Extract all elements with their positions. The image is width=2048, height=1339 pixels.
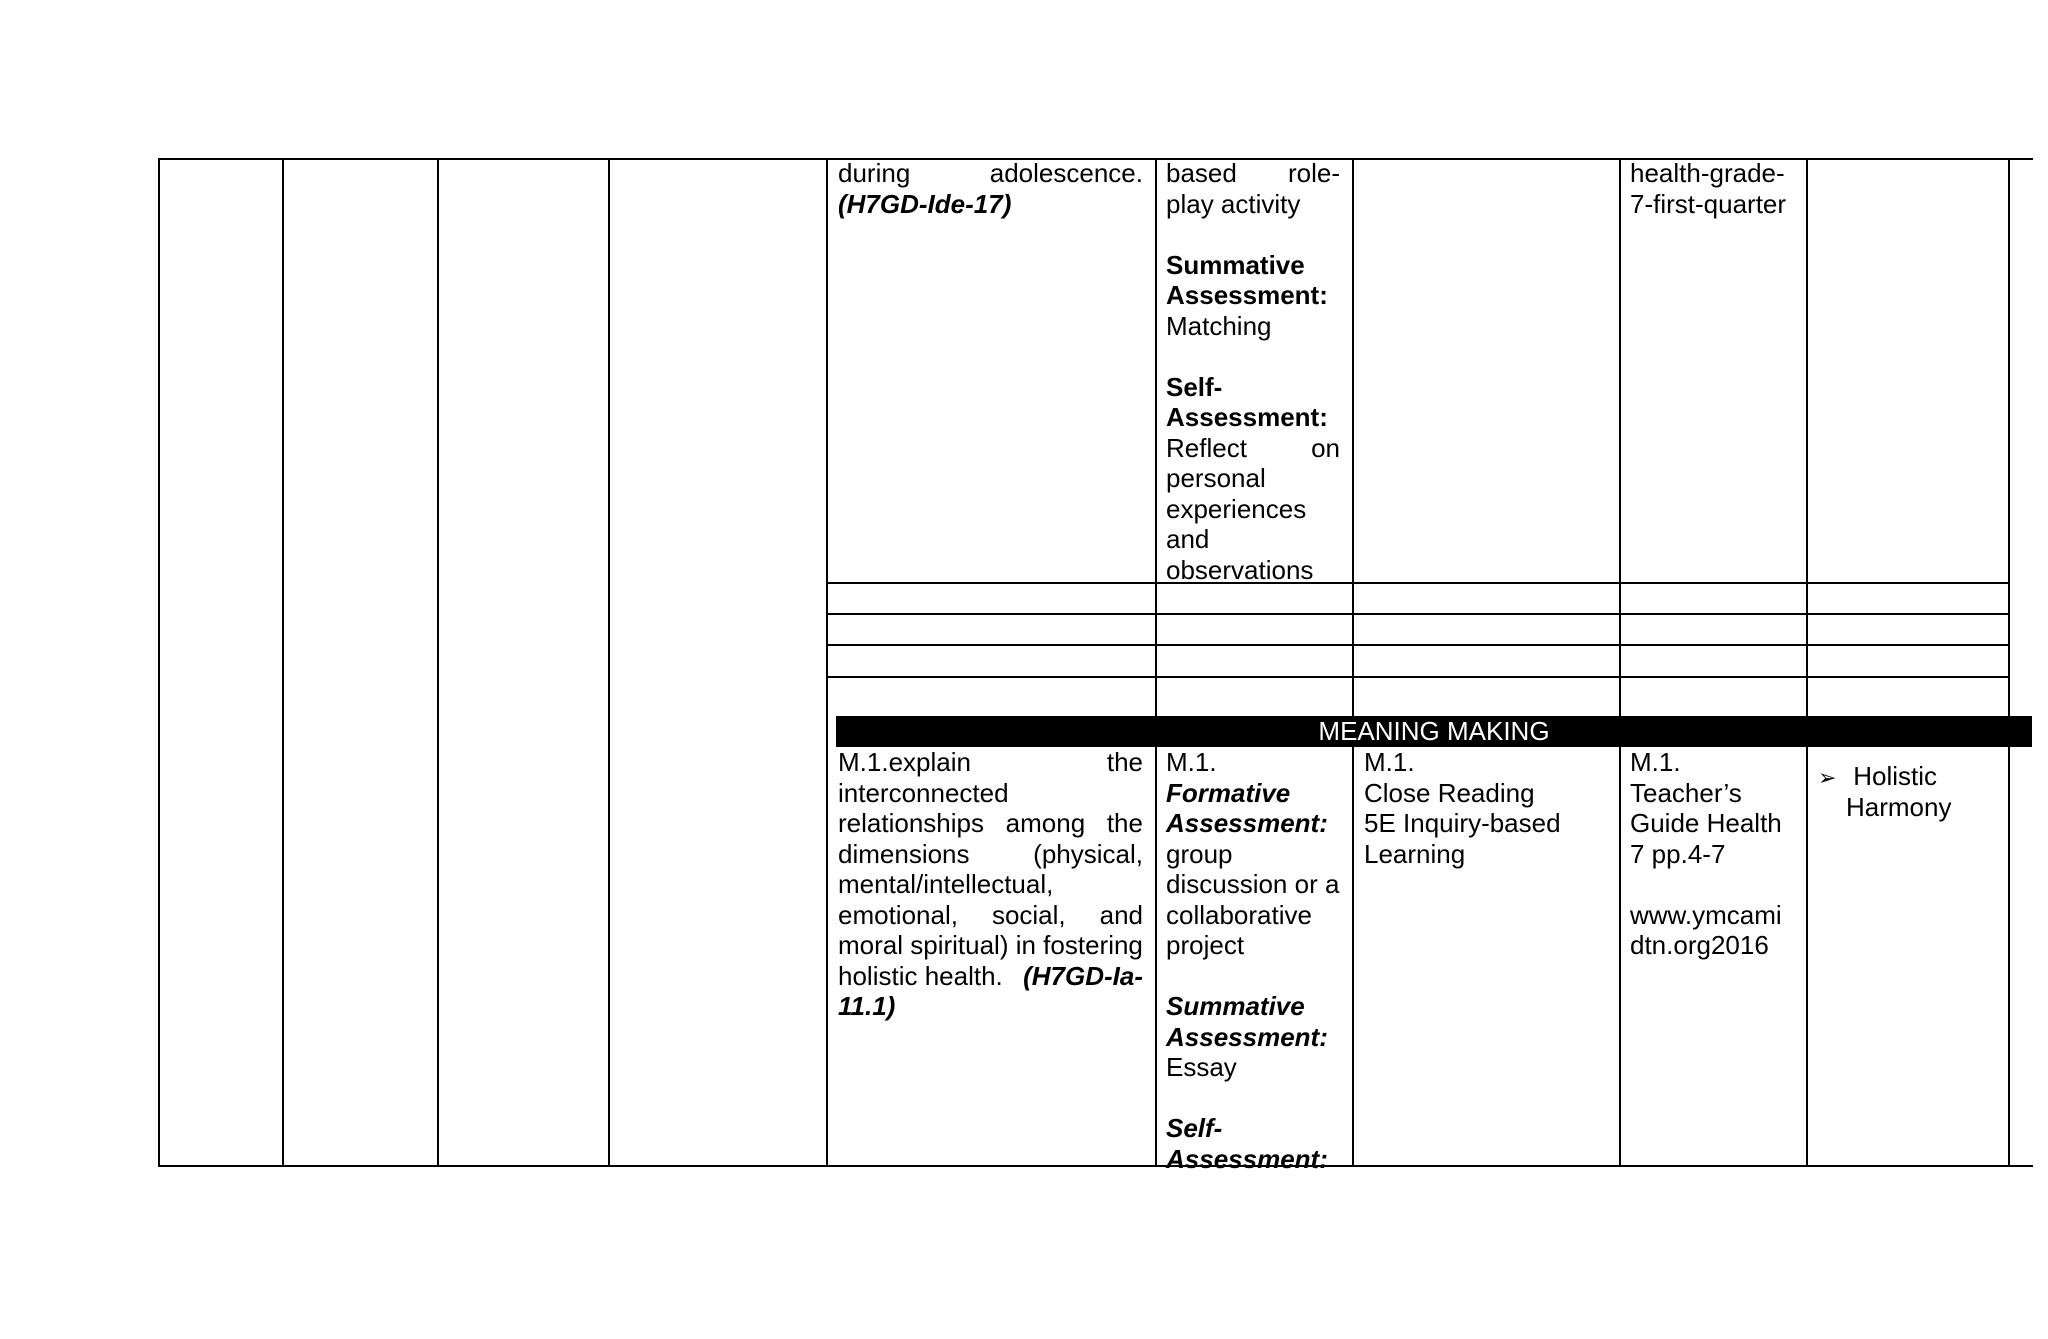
word: relationships xyxy=(838,808,984,838)
word: dimensions xyxy=(838,838,970,869)
column-divider xyxy=(437,158,439,1166)
row-divider xyxy=(826,644,2009,646)
text-line: Guide Health xyxy=(1630,808,1782,838)
text-line xyxy=(1166,158,1340,189)
value-text: Holistic xyxy=(1853,761,1938,791)
text-line: group xyxy=(1166,838,1233,869)
summative-label: Assessment: xyxy=(1166,1021,1328,1052)
word: Reflect xyxy=(1166,432,1247,463)
word: and xyxy=(1099,899,1143,930)
word: M.1.explain xyxy=(838,747,971,777)
text-line xyxy=(838,900,1143,931)
text-line: interconnected xyxy=(838,777,1009,808)
resources-cell-row1 xyxy=(1630,158,1800,219)
text-line: experiences xyxy=(1166,493,1307,524)
text-line: observations xyxy=(1166,554,1314,585)
text-line: Matching xyxy=(1166,310,1272,341)
competency-code: (H7GD-Ide-17) xyxy=(838,188,1012,219)
text-line: personal xyxy=(1166,463,1266,493)
text-line xyxy=(838,747,1143,778)
text-line xyxy=(838,961,1143,992)
column-divider xyxy=(826,158,828,1166)
arrow-bullet-icon: ➢ xyxy=(1818,765,1837,790)
formative-label: Assessment: xyxy=(1166,808,1328,838)
activity-cell-m1 xyxy=(1364,747,1614,869)
word: holistic health. xyxy=(838,960,1003,991)
link-text: dtn.org2016 xyxy=(1630,930,1769,960)
text-line: Close Reading xyxy=(1364,777,1535,808)
assessment-cell-row1 xyxy=(1166,158,1340,585)
text-line: discussion or a xyxy=(1166,869,1340,899)
text-line xyxy=(838,158,1143,189)
text-line: M.1. xyxy=(1166,747,1217,777)
text-line: Teacher’s xyxy=(1630,777,1742,808)
text-line: project xyxy=(1166,930,1245,960)
self-assessment-label: Assessment: xyxy=(1166,1143,1328,1174)
column-divider xyxy=(1806,158,1808,716)
summative-label: Summative xyxy=(1166,991,1305,1021)
text-line: M.1. xyxy=(1630,747,1681,777)
self-assessment-label: Self- xyxy=(1166,1113,1223,1143)
self-assessment-label: Self- xyxy=(1166,371,1223,402)
row-divider xyxy=(826,613,2009,615)
section-banner: MEANING MAKING xyxy=(836,716,2032,747)
word: during xyxy=(838,158,911,188)
word: based xyxy=(1166,158,1237,188)
column-divider xyxy=(1619,158,1621,716)
text-line: collaborative xyxy=(1166,899,1312,930)
resources-cell-m1 xyxy=(1630,747,1802,961)
column-divider xyxy=(1619,747,1621,1166)
formative-label: Formative xyxy=(1166,777,1291,808)
row-divider xyxy=(826,582,2009,584)
column-divider xyxy=(1352,158,1354,716)
text-line xyxy=(1818,761,2003,792)
value-text: Harmony xyxy=(1846,791,1952,822)
text-line: 7 pp.4-7 xyxy=(1630,838,1726,869)
values-cell-m1 xyxy=(1818,761,2003,822)
table-bottom-border xyxy=(158,1165,2033,1167)
summative-label: Assessment: xyxy=(1166,280,1328,310)
word: adolescence. xyxy=(989,158,1143,188)
text-line: mental/intellectual, xyxy=(838,869,1054,899)
word: the xyxy=(1106,808,1143,838)
text-line: health-grade- xyxy=(1630,158,1785,188)
text-line: Learning xyxy=(1364,838,1466,869)
competency-code: 11.1) xyxy=(838,991,896,1021)
word: role- xyxy=(1287,158,1340,188)
table-border-right xyxy=(2008,158,2010,1166)
word: the xyxy=(1106,747,1143,777)
column-divider xyxy=(1352,747,1354,1166)
self-assessment-label: Assessment: xyxy=(1166,402,1328,432)
word: (physical, xyxy=(1033,838,1143,869)
column-divider xyxy=(1155,747,1157,1166)
text-line: M.1. xyxy=(1364,747,1415,777)
table-border-left xyxy=(158,158,160,1166)
text-line: play activity xyxy=(1166,188,1301,219)
word: emotional, xyxy=(838,899,958,930)
column-divider xyxy=(608,158,610,1166)
competency-code: (H7GD-Ia- xyxy=(1023,960,1143,991)
word: among xyxy=(1005,808,1086,838)
summative-label: Summative xyxy=(1166,249,1305,280)
word: on xyxy=(1311,432,1340,463)
link-text: www.ymcami xyxy=(1630,899,1782,930)
competency-cell-row1 xyxy=(838,158,1143,219)
text-line: 7-first-quarter xyxy=(1630,188,1787,219)
text-line: Essay xyxy=(1166,1052,1237,1082)
assessment-cell-m1 xyxy=(1166,747,1346,1174)
text-line: moral spiritual) in fostering xyxy=(838,930,1143,960)
text-line: and xyxy=(1166,524,1210,554)
text-line xyxy=(838,839,1143,870)
text-line xyxy=(1166,433,1340,464)
column-divider xyxy=(1806,747,1808,1166)
text-line xyxy=(838,808,1143,839)
text-line: 5E Inquiry-based xyxy=(1364,808,1561,838)
objective-cell-m1 xyxy=(838,747,1143,1022)
column-divider xyxy=(1155,158,1157,716)
column-divider xyxy=(282,158,284,1166)
row-divider xyxy=(826,676,2009,678)
word: social, xyxy=(991,899,1066,930)
